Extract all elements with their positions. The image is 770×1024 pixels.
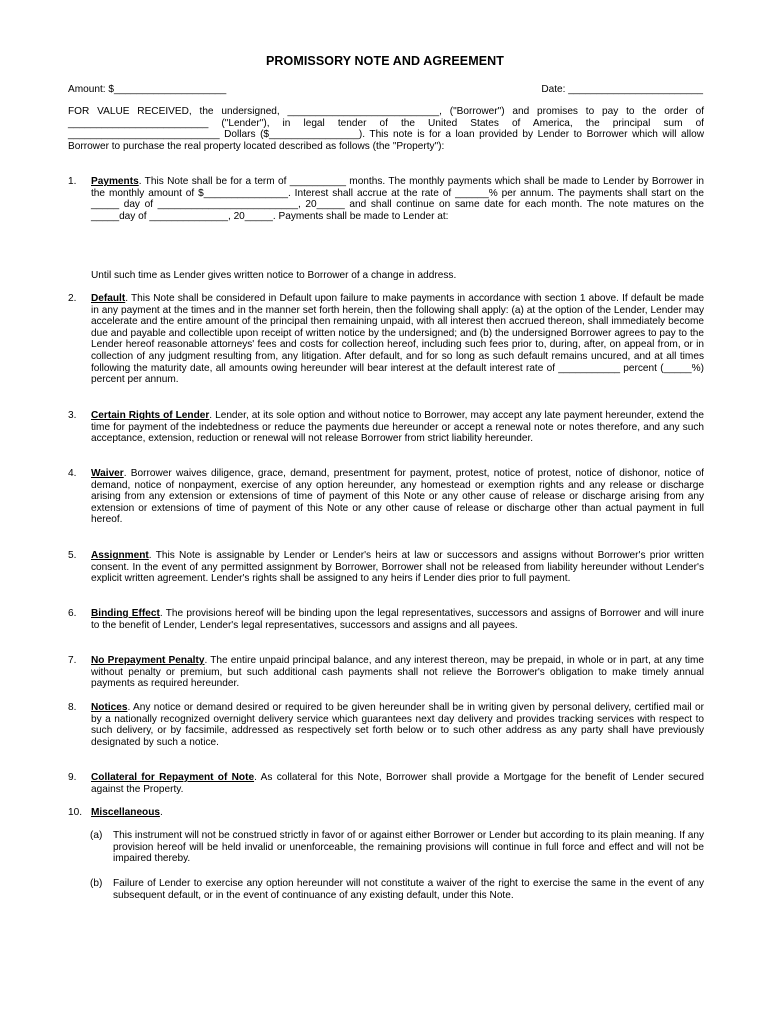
section-number: 3. bbox=[68, 410, 77, 421]
section-default: 2. Default. This Note shall be considered in Default upon failure to make payments in accordance with section 1 above. If default be made in any payment at the times and in the manner set forth herein, then the following shall apply: (a) at the option of the Lender, Lender may accelerate and the entire amount of the principal then remaining unpaid, with all interest then accrued thereon, shall immediately become due and payable and collectible upon receipt of written notice by the undersigned; and (b) the undersigned Borrower agrees to pay to the Lender hereof reasonable attorneys' fees and costs for collection hereof, including such fees prior to, during, after, on appeal from, or in collection of any judgment resulting from, any litigation. After default, and for so long as such default remains uncured, and at all times following the maturity date, all amounts owing hereunder will bear interest at the default interest rate of ___________ percent (_____%) percent per annum. bbox=[68, 293, 704, 386]
subsection-b bbox=[90, 878, 704, 901]
section-binding-effect: 6. Binding Effect. The provisions hereof will be binding upon the legal representatives, successors and assigns of Borrower and will inure to the benefit of Lender, Lender's legal representatives, successors and assigns and all payees. bbox=[68, 608, 704, 631]
section-text: The entire unpaid principal balance, and any interest thereon, may be prepaid, in whole or in part, at any time without penalty or premium, but such additional cash payments shall not relieve the Borrower's obligation to make timely annual payments as required hereunder. bbox=[91, 655, 704, 690]
subsection-text: This instrument will not be construed strictly in favor of or against either Borrower or Lender but according to its plain meaning. If any provision hereof will be held invalid or unenforceable, the remaining provisions will continue in full force and effect and will not be impaired thereby. bbox=[113, 830, 704, 865]
section-assignment: 5. Assignment. This Note is assignable by Lender or Lender's heirs at law or successors and assigns without Borrower's prior written consent. In the event of any permitted assignment by Borrower, Borrower shall not be released from liability hereunder without Lender's explicit written agreement. Lender's rights shall be assigned to any heirs if Lender dies prior to full payment. bbox=[68, 550, 704, 585]
section-text: As collateral for this Note, Borrower shall provide a Mortgage for the benefit of Lender secured against the Property. bbox=[91, 772, 704, 795]
section-number: 8. bbox=[68, 702, 77, 713]
section-text: This Note shall be for a term of __________ months. The monthly payments which shall be made to Lender by Borrower in the monthly amount of $_______________. Interest shall accrue at the rate of ______% per annum. The payments shall start on the _____ day of _________________________, 20_____ and shall continue on same date for each month. The note matures on the _____day of ______________, 20_____. Payments shall be made to Lender at: bbox=[91, 176, 704, 222]
subsection-number: (b) bbox=[90, 878, 103, 889]
subsection-number: (a) bbox=[90, 830, 103, 841]
section-number: 2. bbox=[68, 293, 77, 304]
section-no-prepayment-penalty: 7. No Prepayment Penalty. The entire unpaid principal balance, and any interest thereon, may be prepaid, in whole or in part, at any time without penalty or premium, but such additional cash payments shall not relieve the Borrower's obligation to make timely annual payments as required hereunder. bbox=[68, 655, 704, 690]
section-text: Lender, at its sole option and without notice to Borrower, may accept any late payment hereunder, extend the time for payment of the indebtedness or reduce the payments due hereunder or accept a renewal note or notes therefore, and any such acceptance, extension, reduction or renewal will not release Borrower from strict liability hereunder. bbox=[91, 410, 704, 445]
section-heading: Default bbox=[91, 293, 126, 304]
section-heading: Payments bbox=[91, 176, 139, 187]
section-heading: No Prepayment Penalty bbox=[91, 655, 205, 666]
document-title: PROMISSORY NOTE AND AGREEMENT bbox=[265, 54, 505, 68]
date-line: Date: ________________________ bbox=[541, 84, 703, 95]
section-number: 9. bbox=[68, 772, 77, 783]
section-text: Until such time as Lender gives written notice to Borrower of a change in address. bbox=[91, 270, 457, 281]
intro-paragraph: FOR VALUE RECEIVED, the undersigned, ___________________________, ("Borrower") and promises to pay to the order of _________________________ ("Lender"), in legal tender of the United States of America, the principal sum of ___________________________ Dollars ($________________). This note is for a loan provided by Lender to Borrower which will allow Borrower to purchase the real property located described as follows (the "Property"): bbox=[68, 106, 704, 152]
payment-address-notice bbox=[68, 270, 704, 282]
amount-line: Amount: $____________________ bbox=[68, 84, 227, 95]
section-miscellaneous: 10. Miscellaneous. bbox=[68, 807, 163, 818]
section-number: 6. bbox=[68, 608, 77, 619]
section-notices: 8. Notices. Any notice or demand desired or required to be given hereunder shall be in writing given by personal delivery, certified mail or by a nationally recognized overnight delivery service which guarantees next day delivery and provides tracking services with respect to such delivery, or by facsimile, addressed as respectively set forth below or to such other address as any party shall have previously designated by such a notice. bbox=[68, 702, 704, 748]
section-heading: Collateral for Repayment of Note bbox=[91, 772, 255, 783]
section-certain-rights: 3. Certain Rights of Lender. Lender, at its sole option and without notice to Borrower, may accept any late payment hereunder, extend the time for payment of the indebtedness or reduce the payments due hereunder or accept a renewal note or notes therefore, and any such acceptance, extension, reduction or renewal will not release Borrower from strict liability hereunder. bbox=[68, 410, 704, 445]
section-number: 7. bbox=[68, 655, 77, 666]
section-heading: Certain Rights of Lender bbox=[91, 410, 210, 421]
section-text: Any notice or demand desired or required to be given hereunder shall be in writing given by personal delivery, certified mail or by a nationally recognized overnight delivery service which guarantees next day delivery and provides tracking services with respect to such delivery, or by facsimile, addressed as respectively set forth below or to such other address as any party shall have previously designated by such a notice. bbox=[91, 702, 704, 748]
section-text: Borrower waives diligence, grace, demand, presentment for payment, protest, notice of protest, notice of dishonor, notice of demand, notice of nonpayment, exercise of any option hereunder, any homestead or exemption rights and any release or discharge arising from any extension or extensions of time of payment of this Note or any other cause of release or discharge arising from any extension or extensions of time of payment of this Note or any other cause of release or discharge other than actual payment in full hereof. bbox=[91, 468, 704, 526]
section-text: This Note shall be considered in Default upon failure to make payments in accordance with section 1 above. If default be made in any payment at the times and in the manner set forth herein, then the following shall apply: (a) at the option of the Lender, Lender may accelerate and the entire amount of the principal then remaining unpaid, with all interest then accrued thereon, shall immediately become due and payable and collectible upon receipt of written notice by the undersigned; and (b) the undersigned Borrower agrees to pay to the Lender hereof reasonable attorneys' fees and costs for collection hereof, including such fees prior to, during, after, on appeal from, or in collection of any judgment resulting from, any litigation. After default, and for so long as such default remains uncured, and at all times following the maturity date, all amounts owing hereunder will bear interest at the default interest rate of ___________ percent (_____%) percent per annum. bbox=[91, 293, 704, 386]
section-number: 10. bbox=[68, 807, 83, 818]
section-payments: 1. Payments. This Note shall be for a term of __________ months. The monthly payments which shall be made to Lender by Borrower in the monthly amount of $_______________. Interest shall accrue at the rate of ______% per annum. The payments shall start on the _____ day of _________________________, 20_____ and shall continue on same date for each month. The note matures on the _____day of ______________, 20_____. Payments shall be made to Lender at: bbox=[68, 176, 704, 222]
section-number: 1. bbox=[68, 176, 77, 187]
section-text: The provisions hereof will be binding upon the legal representatives, successors and assigns of Borrower and will inure to the benefit of Lender, Lender's legal representatives, successors and assigns and all payees. bbox=[91, 608, 704, 631]
subsection-text: Failure of Lender to exercise any option hereunder will not constitute a waiver of the right to exercise the same in the event of any subsequent default, or in the event of continuance of any existing default, under this Note. bbox=[113, 878, 704, 901]
subsection-a bbox=[90, 830, 704, 865]
section-waiver: 4. Waiver. Borrower waives diligence, grace, demand, presentment for payment, protest, notice of protest, notice of dishonor, notice of demand, notice of nonpayment, exercise of any option hereunder, any homestead or exemption rights and any release or discharge arising from any extension or extensions of time of payment of this Note or any other cause of release or discharge arising from any extension or extensions of time of payment of this Note or any other cause of release or discharge other than actual payment in full hereof. bbox=[68, 468, 704, 526]
section-heading: Miscellaneous bbox=[91, 807, 161, 818]
section-collateral: 9. Collateral for Repayment of Note. As collateral for this Note, Borrower shall provide a Mortgage for the benefit of Lender secured against the Property. bbox=[68, 772, 704, 795]
section-heading: Binding Effect bbox=[91, 608, 160, 619]
section-number: 4. bbox=[68, 468, 77, 479]
section-heading: Assignment bbox=[91, 550, 149, 561]
section-heading: Notices bbox=[91, 702, 128, 713]
section-text: This Note is assignable by Lender or Lender's heirs at law or successors and assigns without Borrower's prior written consent. In the event of any permitted assignment by Borrower, Borrower shall not be released from liability hereunder without Lender's explicit written agreement. Lender's rights shall be assigned to any heirs if Lender dies prior to full payment. bbox=[91, 550, 704, 585]
section-heading: Waiver bbox=[91, 468, 124, 479]
section-number: 5. bbox=[68, 550, 77, 561]
